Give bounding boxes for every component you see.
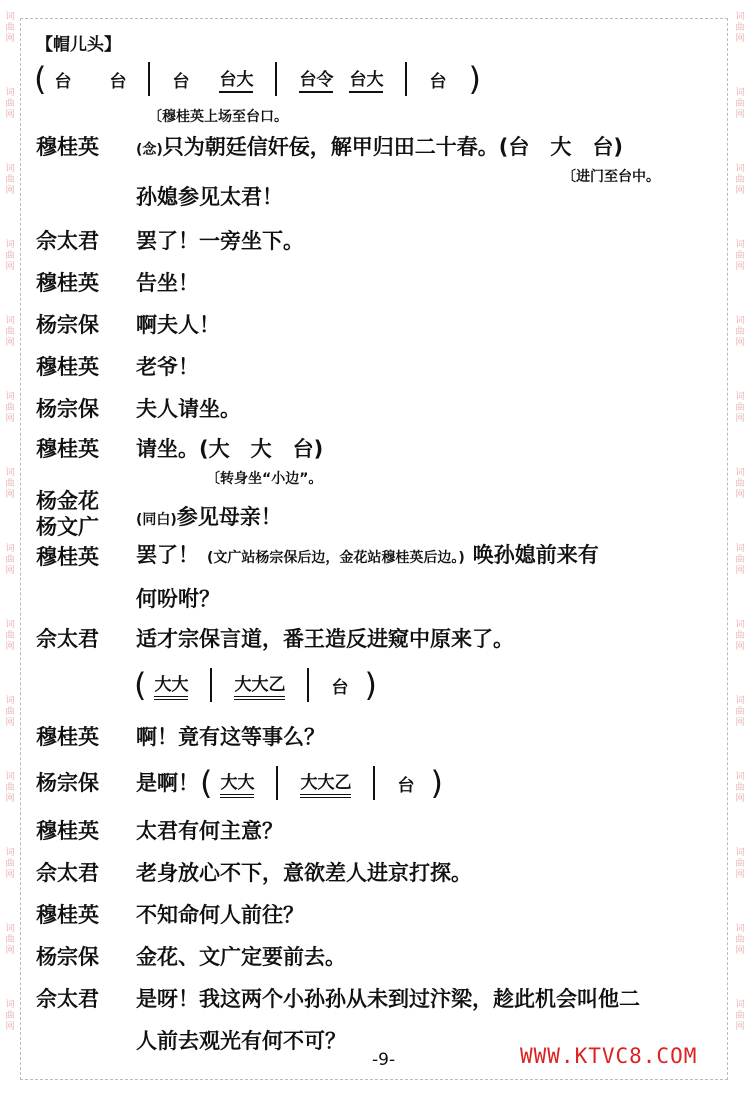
beat: 大大 [220, 768, 254, 798]
dialogue-line [136, 502, 282, 535]
watermark-text: 词 曲 网 [735, 1000, 745, 1032]
beat: 台 [54, 71, 72, 92]
dialogue-text: 罢了！一旁坐下。 [136, 229, 304, 253]
watermark-text: 词 曲 网 [735, 544, 745, 576]
speaker-name: 穆桂英 [36, 903, 99, 927]
speaker-name: 佘太君 [36, 229, 99, 253]
watermark-text: 词 曲 网 [5, 468, 15, 500]
watermark-text: 词 曲 网 [5, 772, 15, 804]
watermark-text: 词 曲 网 [735, 316, 745, 348]
dialogue-text: 是啊！ [136, 771, 199, 795]
dialogue-text: 太君有何主意？ [136, 819, 283, 843]
speaker-name: 佘太君 [36, 861, 99, 885]
watermark-text: 词 曲 网 [735, 12, 745, 44]
percussion-notation-1 [34, 62, 481, 96]
speaker-name: 穆桂英 [36, 271, 99, 295]
watermark-text: 词 曲 网 [5, 392, 15, 424]
dialogue-text: 适才宗保言道，番王造反进窥中原来了。 [136, 627, 514, 651]
section-title: 【帽儿头】 [36, 35, 121, 55]
dialogue-text: 孙媳参见太君！ [136, 185, 283, 209]
dialogue-line [136, 540, 599, 573]
beat: 台令 [299, 65, 333, 93]
watermark-text: 词 曲 网 [735, 468, 745, 500]
speaker-name: 杨宗保 [36, 313, 99, 337]
beat: 大大乙 [300, 768, 351, 798]
watermark-text: 词 曲 网 [5, 240, 15, 272]
dialogue-text: 参见母亲！ [176, 505, 282, 529]
close-paren: ) [468, 60, 481, 98]
dialogue-text: 是呀！我这两个小孙孙从未到过汴梁，趁此机会叫他二 [136, 987, 640, 1011]
watermark-text: 词 曲 网 [5, 848, 15, 880]
speaker-name-pair [36, 488, 99, 540]
dialogue-text: 夫人请坐。 [136, 397, 241, 421]
beat: 台 [429, 71, 447, 92]
speaker-name: 穆桂英 [36, 819, 99, 843]
speaker-name: 杨宗保 [36, 771, 99, 795]
open-paren: ( [34, 60, 47, 98]
close-paren: ) [364, 666, 377, 704]
watermark-text: 词 曲 网 [735, 392, 745, 424]
beat: 台 [331, 677, 349, 698]
dialogue-text: 何吩咐？ [136, 587, 220, 611]
beat: 台 [109, 71, 127, 92]
speaker-name: 佘太君 [36, 627, 99, 651]
speaker-name: 佘太君 [36, 987, 99, 1011]
percussion-notation-2 [134, 668, 377, 702]
percussion-notation-3 [200, 766, 443, 800]
watermark-text: 词 曲 网 [735, 696, 745, 728]
beat: 台 [172, 71, 190, 92]
dialogue-text: 请坐。(大 大 台) [136, 437, 324, 461]
speaker-name: 杨文广 [36, 515, 99, 539]
dialogue-text: 啊夫人！ [136, 313, 220, 337]
watermark-text: 词 曲 网 [735, 772, 745, 804]
bar-line [276, 766, 278, 800]
speaker-name: 杨宗保 [36, 945, 99, 969]
bar-line [307, 668, 309, 702]
dialogue-text: 金花、文广定要前去。 [136, 945, 346, 969]
stage-direction-inline: (文广站杨宗保后边，金花站穆桂英后边。) [207, 550, 465, 566]
watermark-text: 词 曲 网 [735, 240, 745, 272]
open-paren: ( [200, 764, 213, 802]
beat: 台大 [219, 65, 253, 93]
stage-direction: 〔进门至台中。 [562, 169, 660, 185]
bar-line [275, 62, 277, 96]
beat: 大大 [154, 670, 188, 700]
speaker-name: 穆桂英 [36, 437, 99, 461]
dialogue-text: 老身放心不下，意欲差人进京打探。 [136, 861, 472, 885]
dialogue-text: 只为朝廷信奸佞，解甲归田二十春。(台 大 台) [162, 135, 623, 159]
watermark-text: 词 曲 网 [5, 544, 15, 576]
beat: 台 [397, 775, 415, 796]
stage-direction: 〔穆桂英上场至台口。 [148, 109, 288, 125]
watermark-text: 词 曲 网 [5, 12, 15, 44]
watermark-text: 词 曲 网 [5, 1000, 15, 1032]
watermark-text: 词 曲 网 [5, 316, 15, 348]
watermark-text: 词 曲 网 [735, 88, 745, 120]
bar-line [405, 62, 407, 96]
page-number: -9- [372, 1050, 396, 1070]
dialogue-text: 罢了！ [136, 543, 199, 567]
watermark-text: 词 曲 网 [5, 620, 15, 652]
beat: 大大乙 [234, 670, 285, 700]
stage-direction: 〔转身坐“小边”。 [206, 471, 323, 487]
dialogue-text: 人前去观光有何不可？ [136, 1029, 346, 1053]
bar-line [210, 668, 212, 702]
dialogue-text: 告坐！ [136, 271, 199, 295]
speaker-name: 杨金花 [36, 489, 99, 513]
watermark-text: 词 曲 网 [735, 848, 745, 880]
dialogue-text: 唤孙媳前来有 [472, 543, 599, 567]
open-paren: ( [134, 666, 147, 704]
speaker-name: 杨宗保 [36, 397, 99, 421]
watermark-text: 词 曲 网 [5, 924, 15, 956]
dialogue-text: 啊！竟有这等事么？ [136, 725, 325, 749]
dialogue-prefix: (念) [136, 142, 163, 158]
dialogue-line [136, 132, 623, 165]
beat: 台大 [349, 65, 383, 93]
dialogue-text: 老爷！ [136, 355, 199, 379]
bar-line [373, 766, 375, 800]
watermark-text: 词 曲 网 [5, 88, 15, 120]
watermark-text: 词 曲 网 [5, 164, 15, 196]
watermark-text: 词 曲 网 [5, 696, 15, 728]
speaker-name: 穆桂英 [36, 725, 99, 749]
dialogue-prefix: (同白) [136, 512, 177, 528]
watermark-text: 词 曲 网 [735, 164, 745, 196]
speaker-name: 穆桂英 [36, 135, 99, 159]
speaker-name: 穆桂英 [36, 545, 99, 569]
speaker-name: 穆桂英 [36, 355, 99, 379]
watermark-text: 词 曲 网 [735, 924, 745, 956]
site-watermark: WWW.KTVC8.COM [520, 1044, 698, 1068]
close-paren: ) [430, 764, 443, 802]
dialogue-text: 不知命何人前往？ [136, 903, 304, 927]
watermark-text: 词 曲 网 [735, 620, 745, 652]
bar-line [148, 62, 150, 96]
